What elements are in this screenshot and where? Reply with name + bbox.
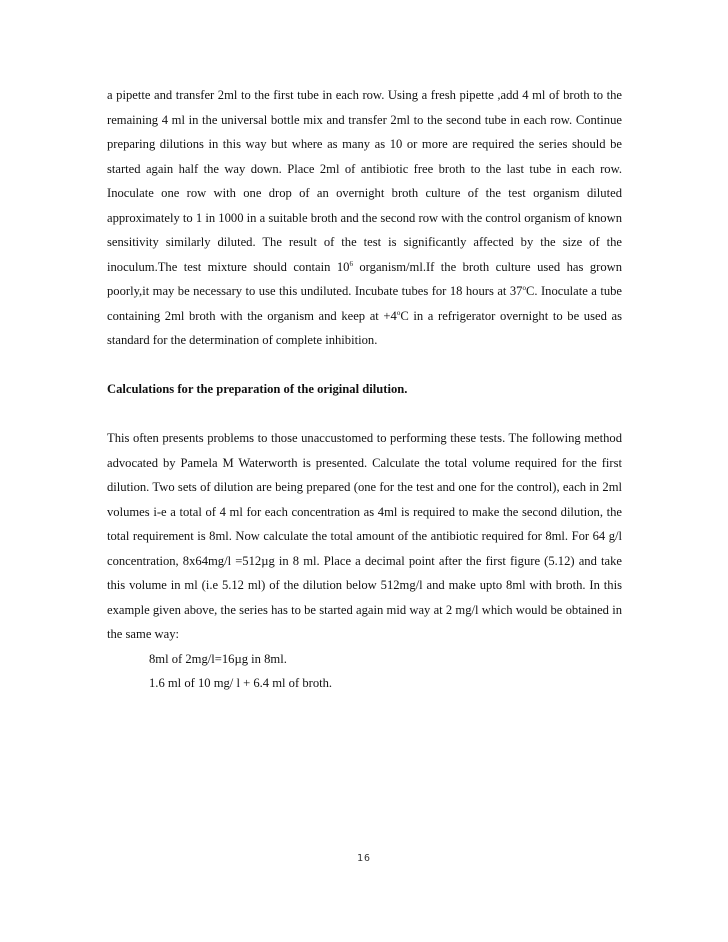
degree-symbol-1: o (522, 283, 526, 292)
page-number: 16 (356, 853, 372, 864)
section-heading: Calculations for the preparation of the original dilution. (107, 382, 408, 396)
paragraph-1-text-middle: organism/ml.If the broth culture used has grown poorly,it may be necessary to use this undiluted. Incubate tubes for 18 hours at 37 (107, 259, 623, 298)
example-line-1: 8ml of 2mg/l=16µg in 8ml. (149, 651, 287, 666)
paragraph-dilution-procedure (107, 83, 622, 353)
paragraph-1-text-start: a pipette and transfer 2ml to the first tube in each row. Using a fresh pipette ,add 4 ml of broth to the remaining 4 ml in the universal bottle mix and transfer 2ml to the second tube in each row. Continue preparing dilutions in this way but where as many as 10 or more are required the series should be started again half the way down. Place 2ml of antibiotic free broth to the last tube in each row. Inoculate one row with one drop of an overnight broth culture of the test organism diluted approximately to 1 in 1000 in a suitable broth and the second row with the control organism of known sensitivity similarly diluted. The result of the test is significantly affected by the size of the inoculum.The test mixture should contain 10 (107, 88, 622, 274)
example-line-2: 1.6 ml of 10 mg/ l + 6.4 ml of broth. (149, 676, 333, 690)
paragraph-calculation-method: This often presents problems to those unaccustomed to performing these tests. The following method advocated by Pamela M Waterworth is presented. Calculate the total volume required for the first dilution. Two sets of dilution are being prepared (one for the test and one for the control), each in 2ml volumes i-e a total of 4 ml for each concentration as 4ml is required to make the second dilution, the total requirement is 8ml. Now calculate the total amount of the antibiotic required for 8ml. For 64 g/l concentration, 8x64mg/l =512µg in 8 ml. Place a decimal point after the first figure (5.12) and take this volume in ml (i.e 5.12 ml) of the dilution below 512mg/l and make upto 8ml with broth. In this example given above, the series has to be started again mid way at 2 mg/l which would be obtained in the same way: (107, 431, 622, 641)
spacer (107, 353, 622, 378)
paragraph-1-text-after-degree-1: C. Inoculate a tube containing 2ml broth with the organism and keep at +4 (107, 284, 623, 323)
spacer (107, 402, 622, 427)
degree-symbol-2: o (396, 308, 401, 317)
document-body (107, 83, 622, 696)
superscript-exponent: 6 (349, 259, 353, 268)
paragraph-1-text-end: C in a refrigerator overnight to be used as standard for the determination of complete inhibition. (107, 308, 622, 347)
